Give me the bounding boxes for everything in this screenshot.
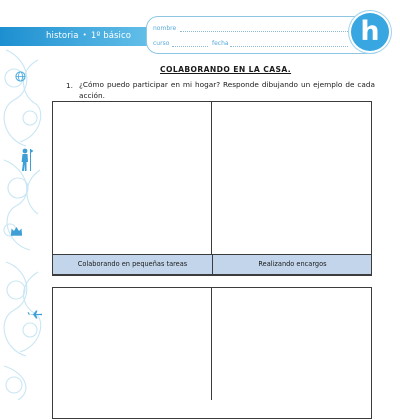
drawing-area-bottom[interactable] (52, 287, 372, 419)
explorer-figure-icon (18, 148, 34, 172)
crown-icon (10, 226, 23, 236)
question-number: 1. (66, 81, 73, 90)
decorative-swirl-border (0, 0, 46, 400)
subject-label: historia (46, 31, 79, 41)
student-info-box (146, 16, 384, 54)
drawing-area-top[interactable] (52, 101, 372, 276)
course-label: curso (153, 40, 170, 47)
label-small-tasks: Colaborando en pequeñas tareas (77, 260, 188, 268)
airplane-icon (27, 310, 43, 319)
worksheet-title: COLABORANDO EN LA CASA. (160, 65, 292, 74)
name-label: nombre (153, 25, 177, 32)
separator-dot: • (82, 31, 87, 39)
label-running-errands: Realizando encargos (212, 255, 372, 274)
drawing-divider-bottom (211, 287, 212, 400)
logo (351, 13, 389, 51)
date-field[interactable] (230, 46, 348, 47)
date-label: fecha (212, 40, 229, 47)
name-field[interactable] (180, 31, 350, 32)
question-text: ¿Cómo puedo participar en mi hogar? Responde dibujando un ejemplo de cada acción. (79, 80, 375, 100)
label-strip (52, 254, 372, 275)
globe-icon (15, 71, 26, 82)
course-field[interactable] (172, 46, 208, 47)
drawing-divider-top (211, 101, 212, 275)
grade-label: 1º básico (90, 31, 132, 41)
subject-grade-label (46, 31, 131, 41)
logo-letter: h (360, 16, 380, 47)
